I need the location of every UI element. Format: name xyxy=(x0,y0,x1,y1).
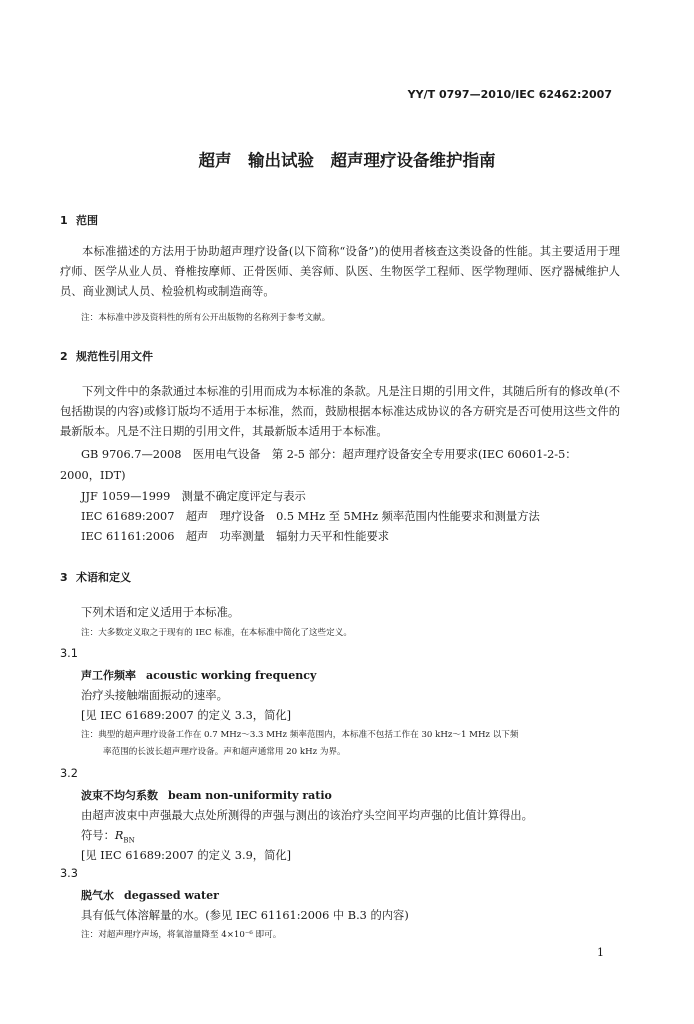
section-number: 2 xyxy=(60,350,68,363)
term-3-2-definition: 由超声波束中声强最大点处所测得的声强与测出的该治疗头空间平均声强的比值计算得出。 xyxy=(81,809,533,822)
section-title: 范围 xyxy=(76,214,98,227)
section-title: 规范性引用文件 xyxy=(76,350,153,363)
section-1-paragraph: 本标准描述的方法用于协助超声理疗设备(以下简称“设备”)的使用者核查这类设备的性能。其主要适用于理疗师、医学从业人员、脊椎按摩师、正骨医师、美容师、队医、生物医学工程师、医学物理师、医疗器械维护人员、商业测试人员、检验机构或制造商等。 xyxy=(60,245,620,298)
symbol-label: 符号： xyxy=(81,829,115,842)
page-number: 1 xyxy=(597,946,604,959)
section-3-intro: 下列术语和定义适用于本标准。 xyxy=(81,606,240,619)
term-zh: 脱气水 xyxy=(81,889,114,902)
term-3-2-number: 3.2 xyxy=(60,767,78,780)
reference-iec61161: IEC 61161:2006 超声 功率测量 辐射力天平和性能要求 xyxy=(81,530,390,543)
symbol-subscript: BN xyxy=(123,836,135,845)
term-3-1-note-line2: 率范围的长波长超声理疗设备。声和超声通常用 20 kHz 为界。 xyxy=(103,747,346,757)
term-3-2-source: [见 IEC 61689:2007 的定义 3.9，简化] xyxy=(81,849,292,862)
term-3-1-number: 3.1 xyxy=(60,647,78,660)
section-2-heading xyxy=(60,348,153,364)
term-en: degassed water xyxy=(124,889,219,902)
term-3-1-title xyxy=(81,667,316,683)
term-3-1-note xyxy=(81,727,621,761)
reference-gb9706-cont: 2000，IDT) xyxy=(60,469,126,482)
term-zh: 波束不均匀系数 xyxy=(81,789,158,802)
term-3-2-symbol xyxy=(81,827,135,844)
symbol-r: R xyxy=(114,829,124,842)
section-3-heading xyxy=(60,569,131,585)
section-1-heading xyxy=(60,212,98,228)
term-3-3-title xyxy=(81,887,219,903)
term-3-2-title xyxy=(81,787,332,803)
standard-code: YY/T 0797—2010/IEC 62462:2007 xyxy=(407,88,612,101)
term-3-1-definition: 治疗头接触端面振动的速率。 xyxy=(81,689,228,702)
reference-iec61689: IEC 61689:2007 超声 理疗设备 0.5 MHz 至 5MHz 频率范围内性能要求和测量方法 xyxy=(81,510,540,523)
section-1-note: 注：本标准中涉及资料性的所有公开出版物的名称列于参考文献。 xyxy=(81,313,331,323)
section-title: 术语和定义 xyxy=(76,571,131,584)
term-en: acoustic working frequency xyxy=(146,669,317,682)
term-3-3-number: 3.3 xyxy=(60,867,78,880)
reference-gb9706: GB 9706.7—2008 医用电气设备 第 2-5 部分：超声理疗设备安全专用要求(IEC 60601-2-5： xyxy=(81,448,577,461)
document-title: 超声 输出试验 超声理疗设备维护指南 xyxy=(198,151,496,170)
term-en: beam non-uniformity ratio xyxy=(168,789,332,802)
reference-jjf1059: JJF 1059—1999 测量不确定度评定与表示 xyxy=(81,490,306,503)
section-3-note: 注：大多数定义取之于现有的 IEC 标准，在本标准中简化了这些定义。 xyxy=(81,628,352,638)
term-3-3-definition: 具有低气体溶解量的水。(参见 IEC 61161:2006 中 B.3 的内容) xyxy=(81,909,409,922)
section-2-paragraph: 下列文件中的条款通过本标准的引用而成为本标准的条款。凡是注日期的引用文件，其随后所有的修改单(不包括勘误的内容)或修订版均不适用于本标准，然而，鼓励根据本标准达成协议的各方研究是否可使用这些文件的最新版本。凡是不注日期的引用文件，其最新版本适用于本标准。 xyxy=(60,385,620,438)
term-3-1-source: [见 IEC 61689:2007 的定义 3.3，简化] xyxy=(81,709,292,722)
term-3-1-note-line1: 注：典型的超声理疗设备工作在 0.7 MHz～3.3 MHz 频率范围内，本标准不包括工作在 30 kHz～1 MHz 以下频 xyxy=(81,730,519,740)
section-number: 1 xyxy=(60,214,68,227)
section-number: 3 xyxy=(60,571,68,584)
term-zh: 声工作频率 xyxy=(81,669,136,682)
term-3-3-note: 注：对超声理疗声场，将氧溶量降至 4×10⁻⁶ 即可。 xyxy=(81,930,282,940)
